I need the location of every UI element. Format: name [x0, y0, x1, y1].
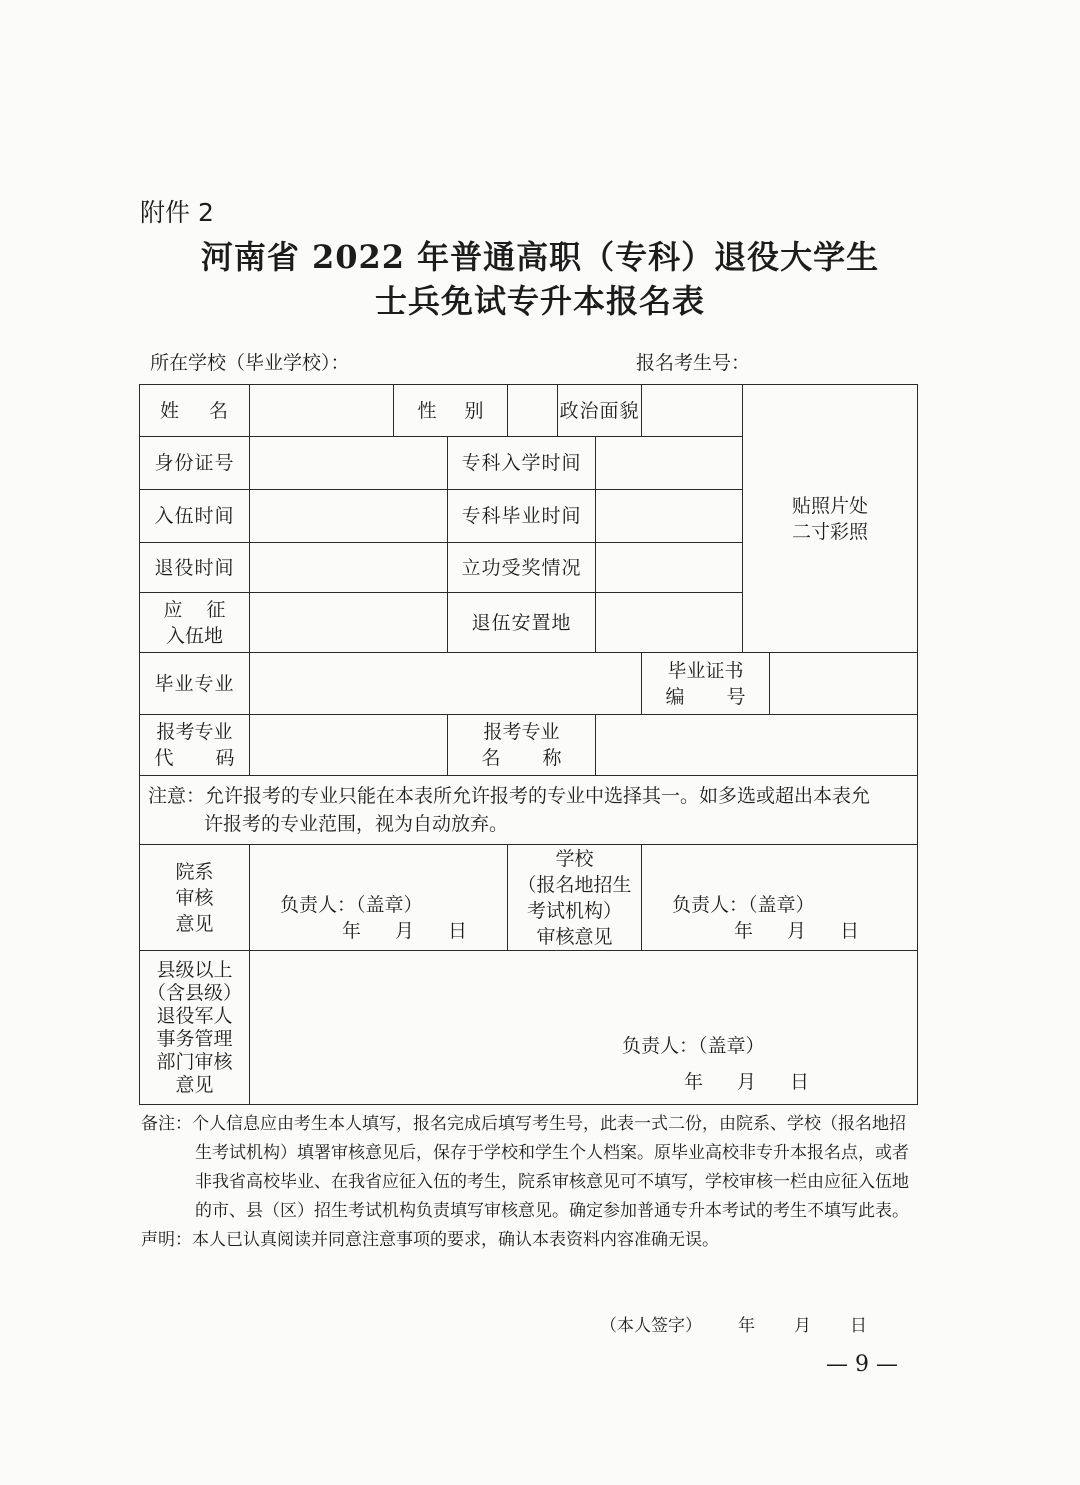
- dept-date: 年 月 日: [342, 920, 468, 942]
- gender-label: 性 别: [394, 385, 508, 437]
- remarks-text: 备注：个人信息应由考生本人填写，报名完成后填写考生号，此表一式二份，由院系、学校（报名地招生考试机构）填署审核意见后，保存于学校和学生个人档案。原毕业高校非专升本报名点，或者非我省高校毕业、在我省应征入伍的考生，院系审核意见可不填写，学校审核一栏由应征入伍地的市、县（区）招生考试机构负责填写审核意见。确定参加普通专升本考试的考生不填写此表。: [141, 1114, 909, 1221]
- remarks-block: [141, 1110, 917, 1255]
- diploma-number-label: 毕业证书 编 号: [642, 653, 770, 715]
- political-field[interactable]: [642, 385, 743, 437]
- photo-text-1: 贴照片处: [792, 494, 869, 517]
- college-enroll-label: 专科入学时间: [448, 437, 596, 490]
- name-label: 姓 名: [140, 385, 250, 437]
- id-number-label: 身份证号: [140, 437, 250, 490]
- apply-code-label: 报考专业 代 码: [140, 715, 250, 776]
- photo-area[interactable]: [743, 385, 918, 653]
- id-number-field[interactable]: [250, 437, 448, 490]
- name-field[interactable]: [250, 385, 394, 437]
- registration-form: [139, 384, 918, 1105]
- grad-major-field[interactable]: [250, 653, 642, 715]
- apply-name-label: 报考专业 名 称: [448, 715, 596, 776]
- dept-review-field[interactable]: [250, 845, 508, 951]
- signature-day: 日: [850, 1316, 867, 1336]
- enlist-time-label: 入伍时间: [140, 490, 250, 543]
- note-line-1: 注意：允许报考的专业只能在本表所允许报考的专业中选择其一。如多选或超出本表允: [148, 785, 871, 807]
- resettlement-field[interactable]: [596, 593, 743, 653]
- resettlement-label: 退伍安置地: [448, 593, 596, 653]
- school-review-label: 学校 （报名地招生 考试机构） 审核意见: [508, 845, 642, 951]
- attachment-label: 附件 2: [140, 198, 214, 227]
- title-line-2: 士兵免试专升本报名表: [374, 282, 705, 320]
- conscription-place-field[interactable]: [250, 593, 448, 653]
- school-review-field[interactable]: [642, 845, 918, 951]
- apply-code-field[interactable]: [250, 715, 448, 776]
- school-date: 年 月 日: [734, 920, 860, 942]
- signature-label: （本人签字）: [600, 1316, 702, 1336]
- dept-review-label: 院系 审核 意见: [140, 845, 250, 951]
- gender-field[interactable]: [508, 385, 558, 437]
- dept-responsible: 负责人：（盖章）: [280, 894, 423, 916]
- county-date: 年 月 日: [684, 1071, 810, 1093]
- college-graduate-label: 专科毕业时间: [448, 490, 596, 543]
- note-box: [140, 776, 918, 845]
- page-number: — 9 —: [826, 1352, 898, 1377]
- county-review-field[interactable]: [250, 951, 918, 1105]
- note-line-2: 许报考的专业范围，视为自动放弃。: [204, 813, 509, 835]
- discharge-time-label: 退役时间: [140, 543, 250, 593]
- political-label: 政治面貌: [558, 385, 642, 437]
- school-label: 所在学校（毕业学校）：: [150, 352, 350, 374]
- signature-month: 月: [794, 1316, 811, 1336]
- enlist-time-field[interactable]: [250, 490, 448, 543]
- title-line-1: 河南省 2022 年普通高职（专科）退役大学生: [200, 238, 880, 276]
- college-graduate-field[interactable]: [596, 490, 743, 543]
- exam-number-label: 报名考生号：: [636, 352, 751, 374]
- apply-name-field[interactable]: [596, 715, 918, 776]
- merit-awards-field[interactable]: [596, 543, 743, 593]
- photo-text-2: 二寸彩照: [792, 520, 869, 543]
- school-responsible: 负责人：（盖章）: [672, 894, 815, 916]
- discharge-time-field[interactable]: [250, 543, 448, 593]
- merit-awards-label: 立功受奖情况: [448, 543, 596, 593]
- grad-major-label: 毕业专业: [140, 653, 250, 715]
- county-review-label: 县级以上 （含县级） 退役军人 事务管理 部门审核 意见: [140, 951, 250, 1105]
- county-responsible: 负责人：（盖章）: [622, 1035, 765, 1057]
- statement-text: 声明：本人已认真阅读并同意注意事项的要求，确认本表资料内容准确无误。: [141, 1230, 719, 1250]
- diploma-number-field[interactable]: [770, 653, 918, 715]
- signature-year: 年: [738, 1316, 755, 1336]
- college-enroll-field[interactable]: [596, 437, 743, 490]
- conscription-place-label: 应 征 入伍地: [140, 593, 250, 653]
